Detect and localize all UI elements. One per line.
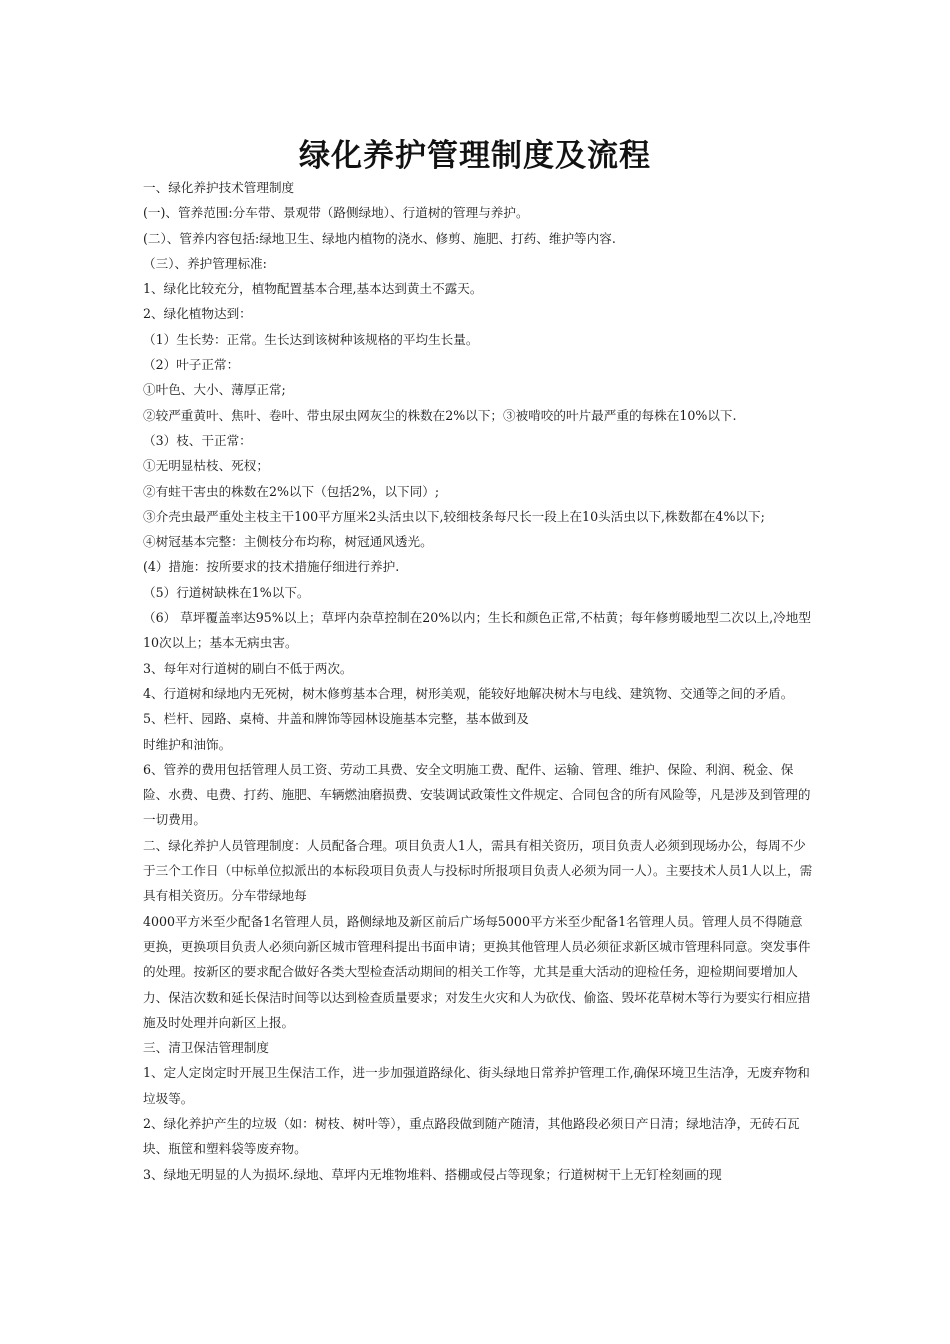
paragraph: 2、绿化植物达到： bbox=[143, 306, 252, 322]
paragraph: （5）行道树缺株在1%以下。 bbox=[143, 584, 310, 600]
paragraph: （3）枝、干正常： bbox=[143, 432, 252, 448]
paragraph: 4、行道树和绿地内无死树，树木修剪基本合理，树形美观，能较好地解决树木与电线、建筑物、交通等之间的矛盾。 bbox=[143, 685, 794, 701]
paragraph: ②较严重黄叶、焦叶、卷叶、带虫尿虫网灰尘的株数在2%以下；③被啃咬的叶片最严重的每株在10%以下. bbox=[143, 407, 737, 423]
paragraph: 一、绿化养护技术管理制度 bbox=[143, 180, 295, 195]
paragraph: 3、绿地无明显的人为损坏.绿地、草坪内无堆物堆料、搭棚或侵占等现象；行道树树干上无钉栓刻画的现 bbox=[143, 1166, 722, 1182]
paragraph: (4）措施：按所要求的技术措施仔细进行养护. bbox=[143, 559, 400, 575]
paragraph: （1）生长势：正常。生长达到该树种该规格的平均生长量。 bbox=[143, 331, 479, 347]
paragraph: 2、绿化养护产生的垃圾（如：树枝、树叶等），重点路段做到随产随清，其他路段必须日产日清；绿地洁净，无砖石瓦块、瓶筐和塑料袋等废弃物。 bbox=[143, 1115, 800, 1157]
paragraph: 1、定人定岗定时开展卫生保洁工作，进一步加强道路绿化、街头绿地日常养护管理工作,确保环境卫生洁净，无废弃物和垃圾等。 bbox=[143, 1065, 810, 1106]
paragraph: (一)、管养范围:分车带、景观带（路侧绿地）、行道树的管理与养护。 bbox=[143, 205, 529, 221]
paragraph: ②有蛀干害虫的株数在2%以下（包括2%，以下同）; bbox=[143, 483, 440, 499]
paragraph: 3、每年对行道树的刷白不低于两次。 bbox=[143, 660, 353, 676]
paragraph: （6） 草坪覆盖率达95%以上；草坪内杂草控制在20%以内；生长和颜色正常,不枯黄；每年修剪暖地型二次以上,冷地型10次以上；基本无病虫害。 bbox=[143, 610, 811, 651]
paragraph: ①无明显枯枝、死杈； bbox=[143, 458, 269, 474]
paragraph: 三、清卫保洁管理制度 bbox=[143, 1040, 269, 1056]
paragraph: 4000平方米至少配备1名管理人员，路侧绿地及新区前后广场每5000平方米至少配备1名管理人员。管理人员不得随意更换，更换项目负责人必须向新区城市管理科提出书面申请；更换其他管理人员必须征求新区城市管理科同意。突发事件的处理。按新区的要求配合做好各类大型检查活动期间的相关工作等，尤其是重大活动的迎检任务，迎检期间要增加人力、保洁次数和延长保洁时间等以达到检查质量要求；对发生火灾和人为砍伐、偷盗、毁坏花草树木等行为要实行相应措施及时处理并向新区上报。 bbox=[143, 913, 811, 1030]
paragraph: 5、栏杆、园路、桌椅、井盖和牌饰等园林设施基本完整，基本做到及 bbox=[143, 711, 529, 727]
paragraph: （三）、养护管理标准: bbox=[143, 255, 267, 271]
paragraph: ①叶色、大小、薄厚正常; bbox=[143, 382, 286, 398]
paragraph: (二）、管养内容包括:绿地卫生、绿地内植物的浇水、修剪、施肥、打药、维护等内容. bbox=[143, 230, 616, 246]
document-body bbox=[143, 175, 813, 1187]
paragraph: 6、管养的费用包括管理人员工资、劳动工具费、安全文明施工费、配件、运输、管理、维护、保险、利润、税金、保险、水费、电费、打药、施肥、车辆燃油磨损费、安装调试政策性文件规定、合同包含的所有风险等，凡是涉及到管理的一切费用。 bbox=[143, 761, 811, 828]
document-title: 绿化养护管理制度及流程 bbox=[299, 138, 651, 174]
paragraph: 时维护和油饰。 bbox=[143, 736, 232, 752]
paragraph: ③介壳虫最严重处主枝主干100平方厘米2头活虫以下,较细枝条每尺长一段上在10头活虫以下,株数都在4%以下; bbox=[143, 508, 765, 524]
paragraph: （2）叶子正常： bbox=[143, 357, 240, 373]
paragraph: 二、绿化养护人员管理制度：人员配备合理。项目负责人1人，需具有相关资历，项目负责人必须到现场办公，每周不少于三个工作日（中标单位拟派出的本标段项目负责人与投标时所报项目负责人必须为同一人）。主要技术人员1人以上，需具有相关资历。分车带绿地每 bbox=[143, 837, 813, 904]
paragraph: ④树冠基本完整：主侧枝分布均称，树冠通风透光。 bbox=[143, 534, 433, 550]
paragraph: 1、绿化比较充分，植物配置基本合理,基本达到黄土不露天。 bbox=[143, 281, 483, 297]
